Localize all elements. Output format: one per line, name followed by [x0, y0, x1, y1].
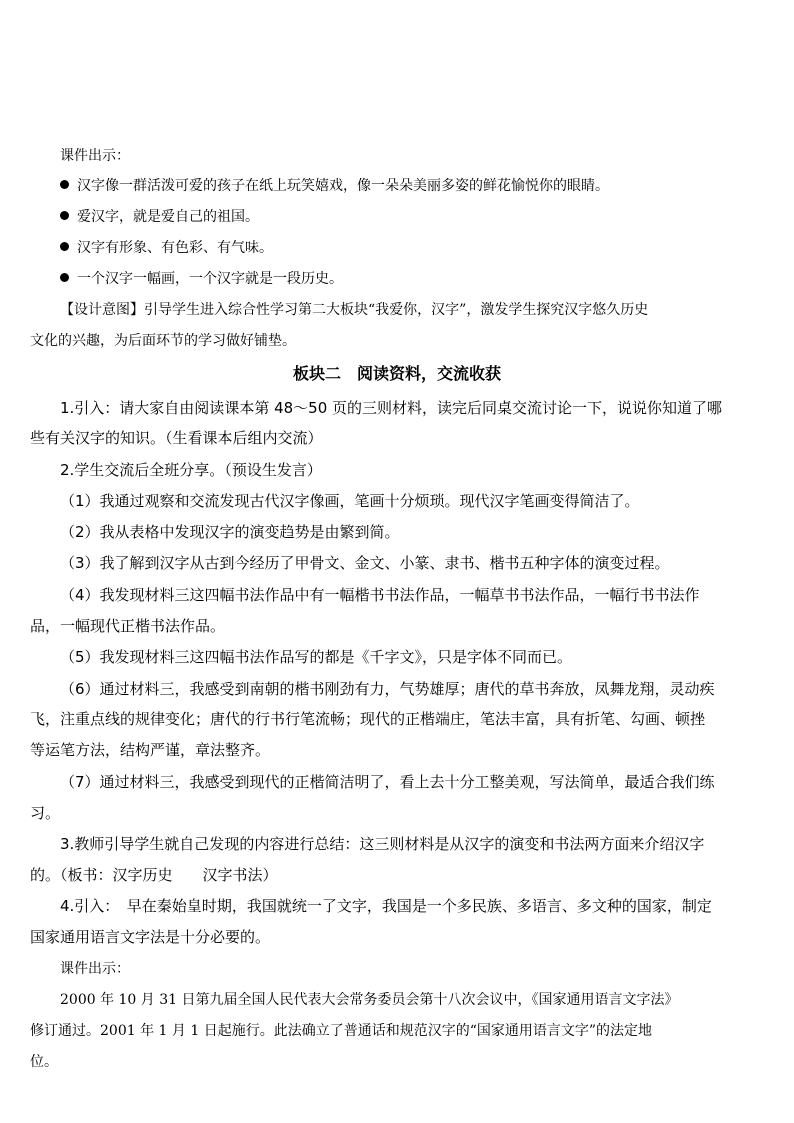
- step4-line: 国家通用语言文字法是十分必要的。: [30, 928, 271, 946]
- step3-line: 的。（板书：汉字历史 汉字书法）: [30, 866, 278, 884]
- bullet-icon: [60, 273, 69, 282]
- design-intent-line: 文化的兴趣，为后面环节的学习做好铺垫。: [30, 333, 296, 349]
- step4-line: 4.引入： 早在秦始皇时期，我国就统一了文字，我国是一个多民族、多语言、多文种的国家，制定: [60, 897, 712, 915]
- answer-line: 等运笔方法，结构严谨，章法整齐。: [30, 741, 271, 759]
- law-text-line: 2000 年 10 月 31 日第九届全国人民代表大会常务委员会第十八次会议中，《国家通用语言文字法》: [60, 992, 679, 1008]
- answer-line: 习。: [30, 804, 61, 822]
- answer-line: （7）通过材料三，我感受到现代的正楷简洁明了，看上去十分工整美观，写法简单，最适合我们练: [60, 773, 715, 791]
- section-heading: 板块二 阅读资料，交流收获: [292, 364, 501, 383]
- law-text-line: 修订通过。2001 年 1 月 1 日起施行。此法确立了普通话和规范汉字的“国家通用语言文字”的法定地: [30, 1023, 653, 1039]
- step2-line: 2.学生交流后全班分享。（预设生发言）: [60, 461, 322, 479]
- bullet-icon: [60, 211, 69, 220]
- courseware-label: 课件出示：: [60, 961, 130, 977]
- courseware-label: 课件出示：: [60, 148, 130, 164]
- design-intent-line: 【设计意图】引导学生进入综合性学习第二大板块“我爱你，汉字”，激发学生探究汉字悠久历史: [60, 302, 649, 318]
- bullet-item: 汉字有形象、有色彩、有气味。: [60, 238, 273, 258]
- bullet-item: 汉字像一群活泼可爱的孩子在纸上玩笑嬉戏，像一朵朵美丽多姿的鲜花愉悦你的眼睛。: [60, 176, 609, 196]
- answer-line: 飞，注重点线的规律变化；唐代的行书行笔流畅；现代的正楷端庄，笔法丰富，具有折笔、勾画、顿挫: [30, 710, 706, 728]
- bullet-item: 一个汉字一幅画，一个汉字就是一段历史。: [60, 269, 343, 289]
- law-text-line: 位。: [30, 1054, 58, 1070]
- bullet-item: 爱汉字，就是爱自己的祖国。: [60, 207, 259, 227]
- step1-line: 1.引入：请大家自由阅读课本第 48～50 页的三则材料，读完后同桌交流讨论一下，说说你知道了哪: [60, 399, 723, 417]
- bullet-icon: [60, 180, 69, 189]
- step1-line: 些有关汉字的知识。（生看课本后组内交流）: [30, 429, 323, 447]
- bullet-icon: [60, 242, 69, 251]
- step3-line: 3.教师引导学生就自己发现的内容进行总结：这三则材料是从汉字的演变和书法两方面来介绍汉字: [60, 835, 705, 853]
- answer-line: （2）我从表格中发现汉字的演变趋势是由繁到简。: [60, 523, 400, 541]
- answer-line: （3）我了解到汉字从古到今经历了甲骨文、金文、小篆、隶书、楷书五种字体的演变过程。: [60, 554, 670, 572]
- answer-line: （4）我发现材料三这四幅书法作品中有一幅楷书书法作品，一幅草书书法作品，一幅行书书法作: [60, 586, 700, 604]
- answer-line: （1）我通过观察和交流发现古代汉字像画，笔画十分烦琐。现代汉字笔画变得简洁了。: [60, 492, 640, 510]
- answer-line: （5）我发现材料三这四幅书法作品写的都是《千字文》，只是字体不同而已。: [60, 648, 573, 666]
- answer-line: 品，一幅现代正楷书法作品。: [30, 617, 226, 635]
- answer-line: （6）通过材料三，我感受到南朝的楷书刚劲有力，气势雄厚；唐代的草书奔放，凤舞龙翔，灵动疾: [60, 680, 715, 698]
